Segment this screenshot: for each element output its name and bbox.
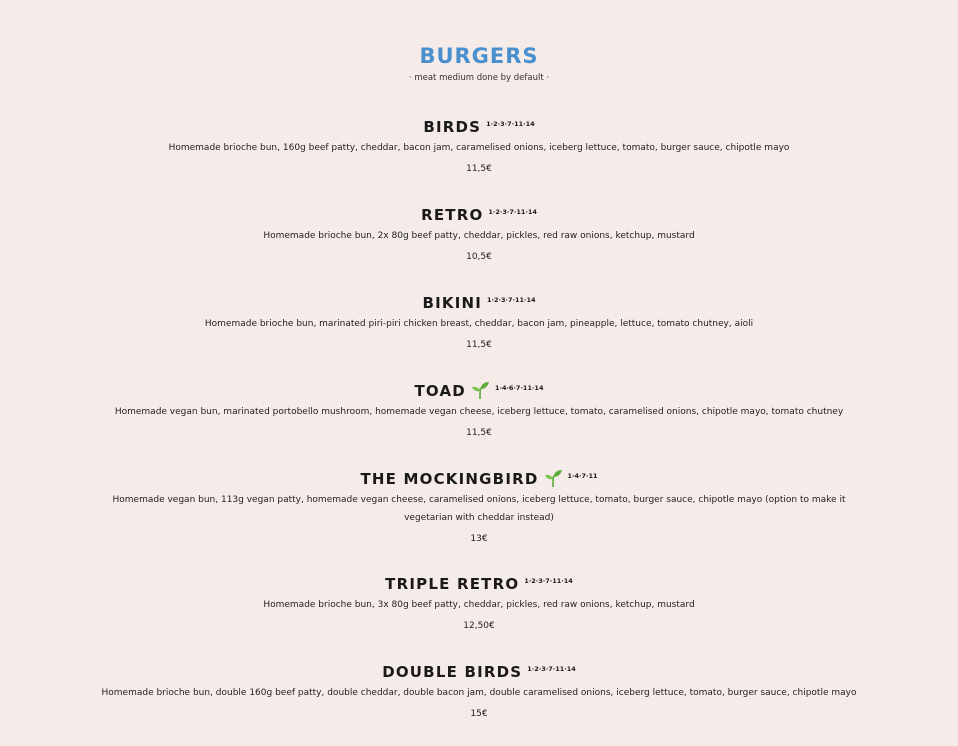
item-price: 15€ xyxy=(470,709,488,719)
item-name: DOUBLE BIRDS xyxy=(382,663,523,681)
item-description: Homemade brioche bun, 2x 80g beef patty, cheddar, pickles, red raw onions, ketchup, mustard xyxy=(263,231,695,241)
item-price: 11,5€ xyxy=(466,428,492,438)
section-subtitle: · meat medium done by default · xyxy=(408,73,550,83)
sprout-icon xyxy=(543,469,563,487)
allergen-codes: 1·2·3·7·11·14 xyxy=(488,208,537,216)
section-title: BURGERS xyxy=(419,44,539,68)
menu-item xyxy=(0,469,958,545)
item-description: Homemade vegan bun, 113g vegan patty, homemade vegan cheese, caramelised onions, iceberg lettuce, tomato, burger sauce, chipotle mayo (option to make it vegetarian with cheddar instead) xyxy=(112,495,846,523)
item-description: Homemade brioche bun, 3x 80g beef patty, cheddar, pickles, red raw onions, ketchup, mustard xyxy=(263,600,695,610)
item-price: 10,5€ xyxy=(466,252,492,262)
item-price: 13€ xyxy=(470,534,488,544)
menu-item xyxy=(0,662,958,720)
menu-item xyxy=(0,381,958,439)
item-description: Homemade brioche bun, double 160g beef patty, double cheddar, double bacon jam, double caramelised onions, iceberg lettuce, tomato, burger sauce, chipotle mayo xyxy=(101,688,857,698)
allergen-codes: 1·4·7·11 xyxy=(567,472,598,480)
sprout-icon xyxy=(470,381,490,399)
item-name: RETRO xyxy=(421,206,484,224)
menu-item xyxy=(0,293,958,351)
allergen-codes: 1·2·3·7·11·14 xyxy=(486,120,535,128)
item-price: 11,5€ xyxy=(466,164,492,174)
item-price: 11,5€ xyxy=(466,340,492,350)
allergen-codes: 1·2·3·7·11·14 xyxy=(524,577,573,585)
allergen-codes: 1·2·3·7·11·14 xyxy=(487,296,536,304)
item-name: BIRDS xyxy=(423,118,482,136)
item-name: THE MOCKINGBIRD xyxy=(360,470,539,488)
item-description: Homemade vegan bun, marinated portobello mushroom, homemade vegan cheese, iceberg lettuce, tomato, caramelised onions, chipotle mayo, tomato chutney xyxy=(114,407,844,417)
item-name: TOAD xyxy=(414,382,466,400)
allergen-codes: 1·2·3·7·11·14 xyxy=(527,665,576,673)
item-price: 12,50€ xyxy=(463,621,495,631)
menu-item xyxy=(0,205,958,263)
menu-item xyxy=(0,574,958,632)
item-name: BIKINI xyxy=(422,294,483,312)
item-description: Homemade brioche bun, 160g beef patty, cheddar, bacon jam, caramelised onions, iceberg lettuce, tomato, burger sauce, chipotle mayo xyxy=(168,143,790,153)
item-description: Homemade brioche bun, marinated piri-piri chicken breast, cheddar, bacon jam, pineapple, lettuce, tomato chutney, aioli xyxy=(204,319,754,329)
allergen-codes: 1·4·6·7·11·14 xyxy=(494,384,544,392)
menu-item xyxy=(0,117,958,175)
item-name: TRIPLE RETRO xyxy=(385,575,520,593)
